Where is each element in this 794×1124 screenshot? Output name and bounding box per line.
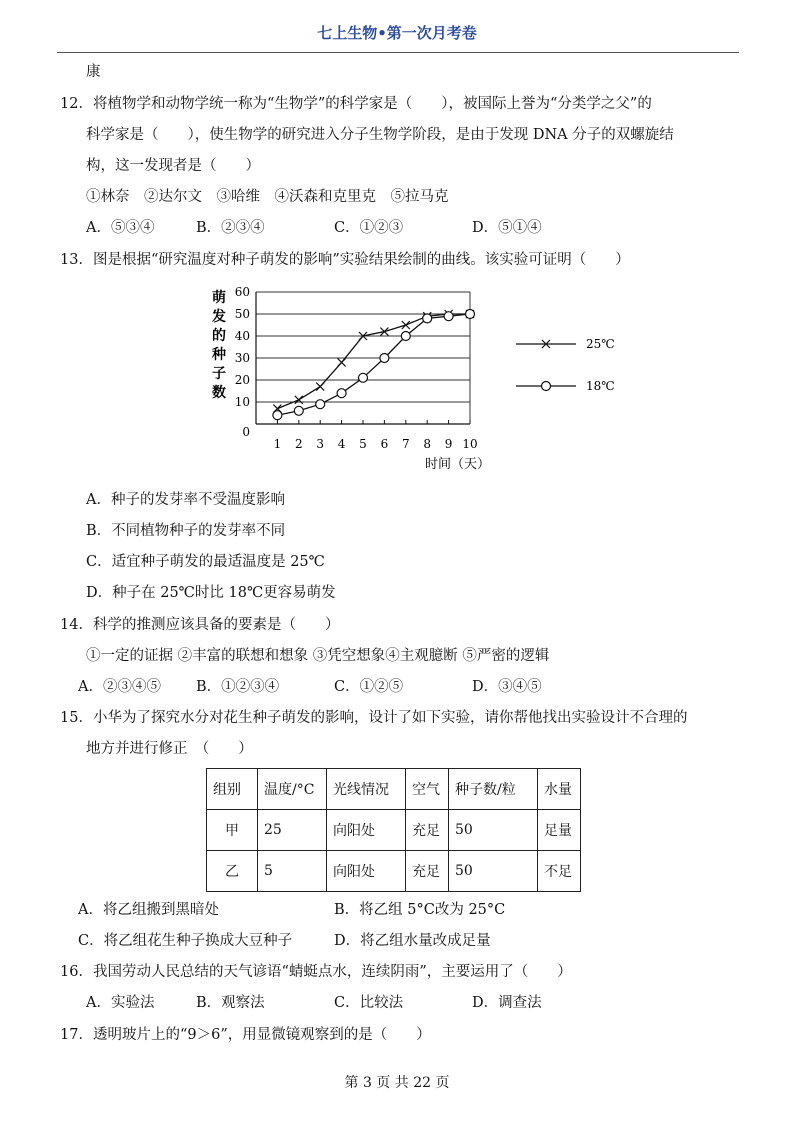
table-row xyxy=(207,810,581,851)
table-cell: 不足 xyxy=(538,851,581,892)
table-cell: 乙 xyxy=(207,851,258,892)
chart-x-tick-label: 1 xyxy=(273,437,282,451)
chart-x-tick-label: 2 xyxy=(294,437,303,451)
chart-x-tick-label: 9 xyxy=(444,437,453,451)
chart-point xyxy=(338,358,346,366)
table-row xyxy=(207,851,581,892)
chart-point xyxy=(337,389,346,398)
q14-items: ①一定的证据 ②丰富的联想和想象 ③凭空想象④主观臆断 ⑤严密的逻辑 xyxy=(86,648,550,664)
q15-option-b[interactable]: B．将乙组 5°C改为 25°C xyxy=(334,902,506,918)
table-cell: 50 xyxy=(449,851,538,892)
chart-x-tick-label: 5 xyxy=(359,437,367,451)
chart-y-tick-label: 10 xyxy=(234,395,250,409)
table-cell: 25 xyxy=(258,810,327,851)
chart-ylabel-char: 子 xyxy=(212,366,226,382)
table-cell: 甲 xyxy=(207,810,258,851)
table-header-row xyxy=(207,769,581,810)
chart-ylabel-char: 种 xyxy=(212,347,226,363)
table-header-cell: 空气 xyxy=(406,769,449,810)
q15-option-c[interactable]: C．将乙组花生种子换成大豆种子 xyxy=(78,933,293,949)
chart-ylabel-char: 的 xyxy=(212,328,226,344)
table-header-cell: 水量 xyxy=(538,769,581,810)
q13-option-a[interactable]: A．种子的发芽率不受温度影响 xyxy=(86,492,285,508)
chart-y-tick-label: 0 xyxy=(242,425,250,439)
q11-tail: 康 xyxy=(86,64,101,80)
q16-option-a[interactable]: A．实验法 xyxy=(86,995,155,1011)
chart-series-line xyxy=(277,314,470,415)
table-header-cell: 光线情况 xyxy=(327,769,406,810)
q16-option-d[interactable]: D．调查法 xyxy=(472,995,542,1011)
chart-point xyxy=(466,310,475,319)
q14-option-a[interactable]: A．②③④⑤ xyxy=(78,679,161,695)
chart-point xyxy=(401,332,410,341)
q13-option-b[interactable]: B．不同植物种子的发芽率不同 xyxy=(86,523,286,539)
chart-x-tick-label: 3 xyxy=(316,437,325,451)
chart-point xyxy=(273,411,282,420)
chart-legend-marker xyxy=(542,382,551,391)
chart-point xyxy=(316,400,325,409)
chart-y-tick-label: 20 xyxy=(234,373,250,387)
table-header-cell: 种子数/粒 xyxy=(449,769,538,810)
q12-line1: 12．将植物学和动物学统一称为“生物学”的科学家是（ ），被国际上誉为“分类学之父”的 xyxy=(60,96,652,112)
chart-point xyxy=(380,354,389,363)
chart-x-tick-label: 7 xyxy=(401,437,410,451)
q13-stem: 13．图是根据“研究温度对种子萌发的影响”实验结果绘制的曲线。该实验可证明（ ） xyxy=(60,252,630,268)
q14-option-c[interactable]: C．①②⑤ xyxy=(334,679,404,695)
experiment-table xyxy=(206,768,581,892)
table-cell: 5 xyxy=(258,851,327,892)
q15-option-d[interactable]: D．将乙组水量改成足量 xyxy=(334,933,491,949)
chart-x-tick-label: 8 xyxy=(423,437,432,451)
chart-point xyxy=(444,312,453,321)
chart-x-tick-label: 4 xyxy=(337,437,346,451)
table-cell: 充足 xyxy=(406,810,449,851)
chart-ylabel-char: 数 xyxy=(212,385,226,401)
table-cell: 充足 xyxy=(406,851,449,892)
chart-point xyxy=(359,373,368,382)
q12-option-d[interactable]: D．⑤①④ xyxy=(472,220,542,236)
q12-option-a[interactable]: A．⑤③④ xyxy=(86,220,155,236)
q16-option-c[interactable]: C．比较法 xyxy=(334,995,404,1011)
chart-point xyxy=(316,383,324,391)
q12-items: ①林奈 ②达尔文 ③哈维 ④沃森和克里克 ⑤拉马克 xyxy=(86,189,449,205)
table-cell: 向阳处 xyxy=(327,851,406,892)
chart-y-label xyxy=(211,289,226,401)
chart-y-tick-label: 40 xyxy=(234,329,250,343)
germination-chart xyxy=(200,282,640,474)
q14-option-d[interactable]: D．③④⑤ xyxy=(472,679,542,695)
chart-x-tick-label: 10 xyxy=(462,437,478,451)
chart-legend-label: 25℃ xyxy=(586,337,615,351)
chart-ylabel-char: 萌 xyxy=(212,290,226,306)
table-header-cell: 组别 xyxy=(207,769,258,810)
q12-line2: 科学家是（ ），使生物学的研究进入分子生物学阶段，是由于发现 DNA 分子的双螺旋结 xyxy=(86,127,674,143)
table-cell: 足量 xyxy=(538,810,581,851)
q12-line3: 构，这一发现者是（ ） xyxy=(86,158,260,174)
table-cell: 50 xyxy=(449,810,538,851)
q12-option-c[interactable]: C．①②③ xyxy=(334,220,404,236)
chart-series-line xyxy=(277,314,470,409)
chart-point xyxy=(423,314,432,323)
q13-option-d[interactable]: D．种子在 25℃时比 18℃更容易萌发 xyxy=(86,585,336,601)
chart-ylabel-char: 发 xyxy=(212,309,226,325)
q13-option-c[interactable]: C．适宜种子萌发的最适温度是 25℃ xyxy=(86,554,325,570)
q16-option-b[interactable]: B．观察法 xyxy=(196,995,265,1011)
chart-x-tick-label: 6 xyxy=(380,437,389,451)
q16-stem: 16．我国劳动人民总结的天气谚语“蜻蜓点水，连续阴雨”，主要运用了（ ） xyxy=(60,964,572,980)
q17-stem: 17．透明玻片上的“9＞6”，用显微镜观察到的是（ ） xyxy=(60,1027,431,1043)
page-header-title: 七上生物•第一次月考卷 xyxy=(317,24,477,42)
chart-point xyxy=(295,396,303,404)
chart-point xyxy=(294,406,303,415)
header-divider xyxy=(57,52,739,53)
q15-option-a[interactable]: A．将乙组搬到黑暗处 xyxy=(78,902,219,918)
chart-y-tick-label: 50 xyxy=(234,307,250,321)
page-footer: 第 3 页 共 22 页 xyxy=(344,1075,450,1091)
chart-y-tick-label: 60 xyxy=(234,285,250,299)
chart-legend-label: 18℃ xyxy=(586,379,615,393)
q15-line2: 地方并进行修正 （ ） xyxy=(86,741,253,757)
q14-stem: 14．科学的推测应该具备的要素是（ ） xyxy=(60,617,340,633)
table-header-cell: 温度/°C xyxy=(258,769,327,810)
q15-line1: 15．小华为了探究水分对花生种子萌发的影响，设计了如下实验，请你帮他找出实验设计不合理的 xyxy=(60,710,688,726)
chart-x-label: 时间（天） xyxy=(425,457,491,472)
q12-option-b[interactable]: B．②③④ xyxy=(196,220,265,236)
chart-point xyxy=(402,321,410,329)
q14-option-b[interactable]: B．①②③④ xyxy=(196,679,280,695)
table-cell: 向阳处 xyxy=(327,810,406,851)
chart-y-tick-label: 30 xyxy=(234,351,250,365)
